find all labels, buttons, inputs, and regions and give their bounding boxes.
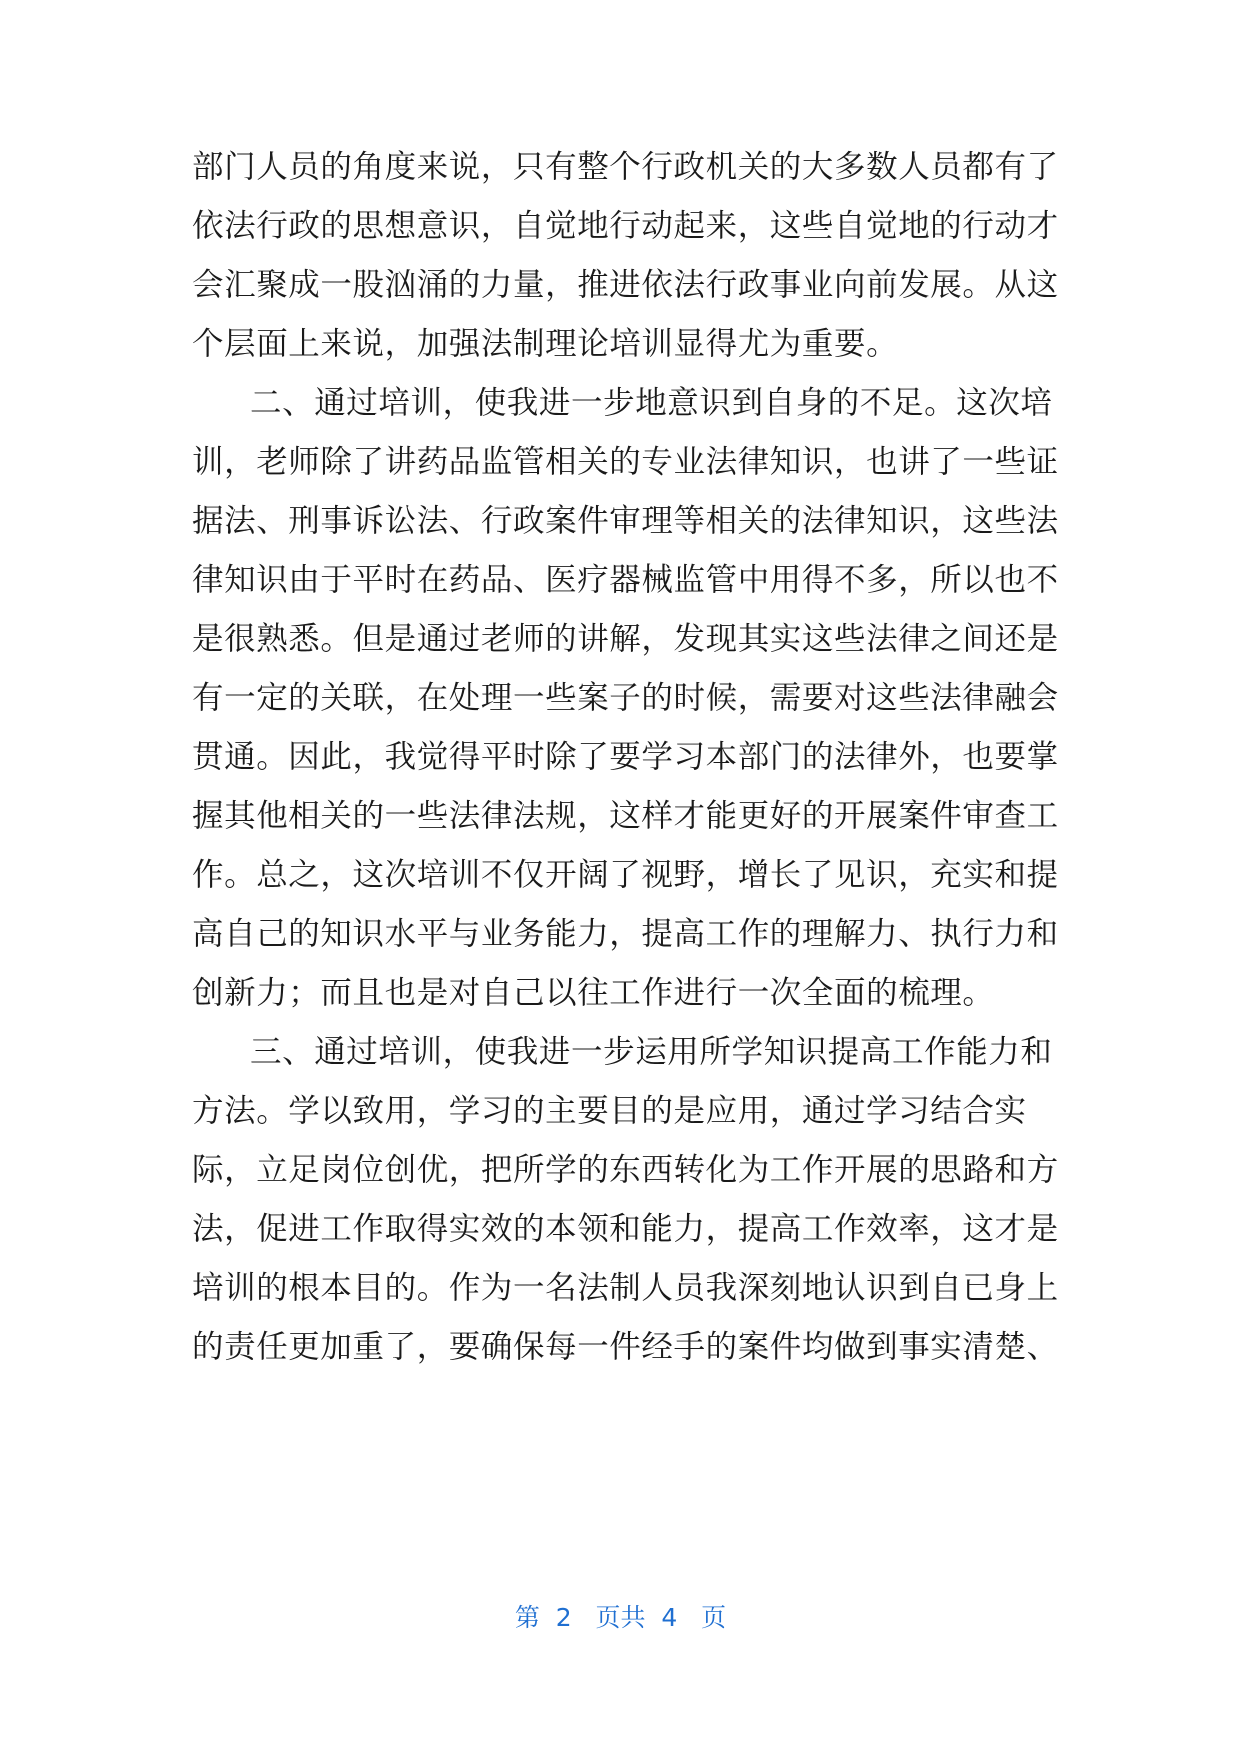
text-line: 的责任更加重了，要确保每一件经手的案件均做到事实清楚、 <box>192 1329 1059 1365</box>
page-number-footer: 第 2 页共 4 页 <box>514 1603 727 1632</box>
text-line: 法，促进工作取得实效的本领和能力，提高工作效率，这才是 <box>192 1211 1059 1247</box>
text-line: 是很熟悉。但是通过老师的讲解，发现其实这些法律之间还是 <box>192 621 1059 657</box>
text-line: 三、通过培训，使我进一步运用所学知识提高工作能力和 <box>250 1034 1053 1070</box>
text-line: 个层面上来说，加强法制理论培训显得尤为重要。 <box>192 326 899 362</box>
text-line: 作。总之，这次培训不仅开阔了视野，增长了见识，充实和提 <box>192 857 1059 893</box>
text-line: 会汇聚成一股汹涌的力量，推进依法行政事业向前发展。从这 <box>192 267 1059 303</box>
text-line: 培训的根本目的。作为一名法制人员我深刻地认识到自已身上 <box>192 1270 1059 1306</box>
text-line: 握其他相关的一些法律法规，这样才能更好的开展案件审查工 <box>192 798 1059 834</box>
text-line: 二、通过培训，使我进一步地意识到自身的不足。这次培 <box>250 385 1053 421</box>
text-line: 训，老师除了讲药品监管相关的专业法律知识，也讲了一些证 <box>192 444 1059 480</box>
text-line: 方法。学以致用，学习的主要目的是应用，通过学习结合实 <box>192 1093 1027 1129</box>
text-line: 部门人员的角度来说，只有整个行政机关的大多数人员都有了 <box>192 149 1059 185</box>
text-line: 依法行政的思想意识，自觉地行动起来，这些自觉地的行动才 <box>192 208 1059 244</box>
text-line: 贯通。因此，我觉得平时除了要学习本部门的法律外，也要掌 <box>192 739 1059 775</box>
text-line: 律知识由于平时在药品、医疗器械监管中用得不多，所以也不 <box>192 562 1059 598</box>
text-line: 创新力；而且也是对自己以往工作进行一次全面的梳理。 <box>192 975 995 1011</box>
text-line: 据法、刑事诉讼法、行政案件审理等相关的法律知识，这些法 <box>192 503 1059 539</box>
text-line: 际，立足岗位创优，把所学的东西转化为工作开展的思路和方 <box>192 1152 1059 1188</box>
text-line: 有一定的关联，在处理一些案子的时候，需要对这些法律融会 <box>192 680 1059 716</box>
text-line: 高自己的知识水平与业务能力，提高工作的理解力、执行力和 <box>192 916 1059 952</box>
